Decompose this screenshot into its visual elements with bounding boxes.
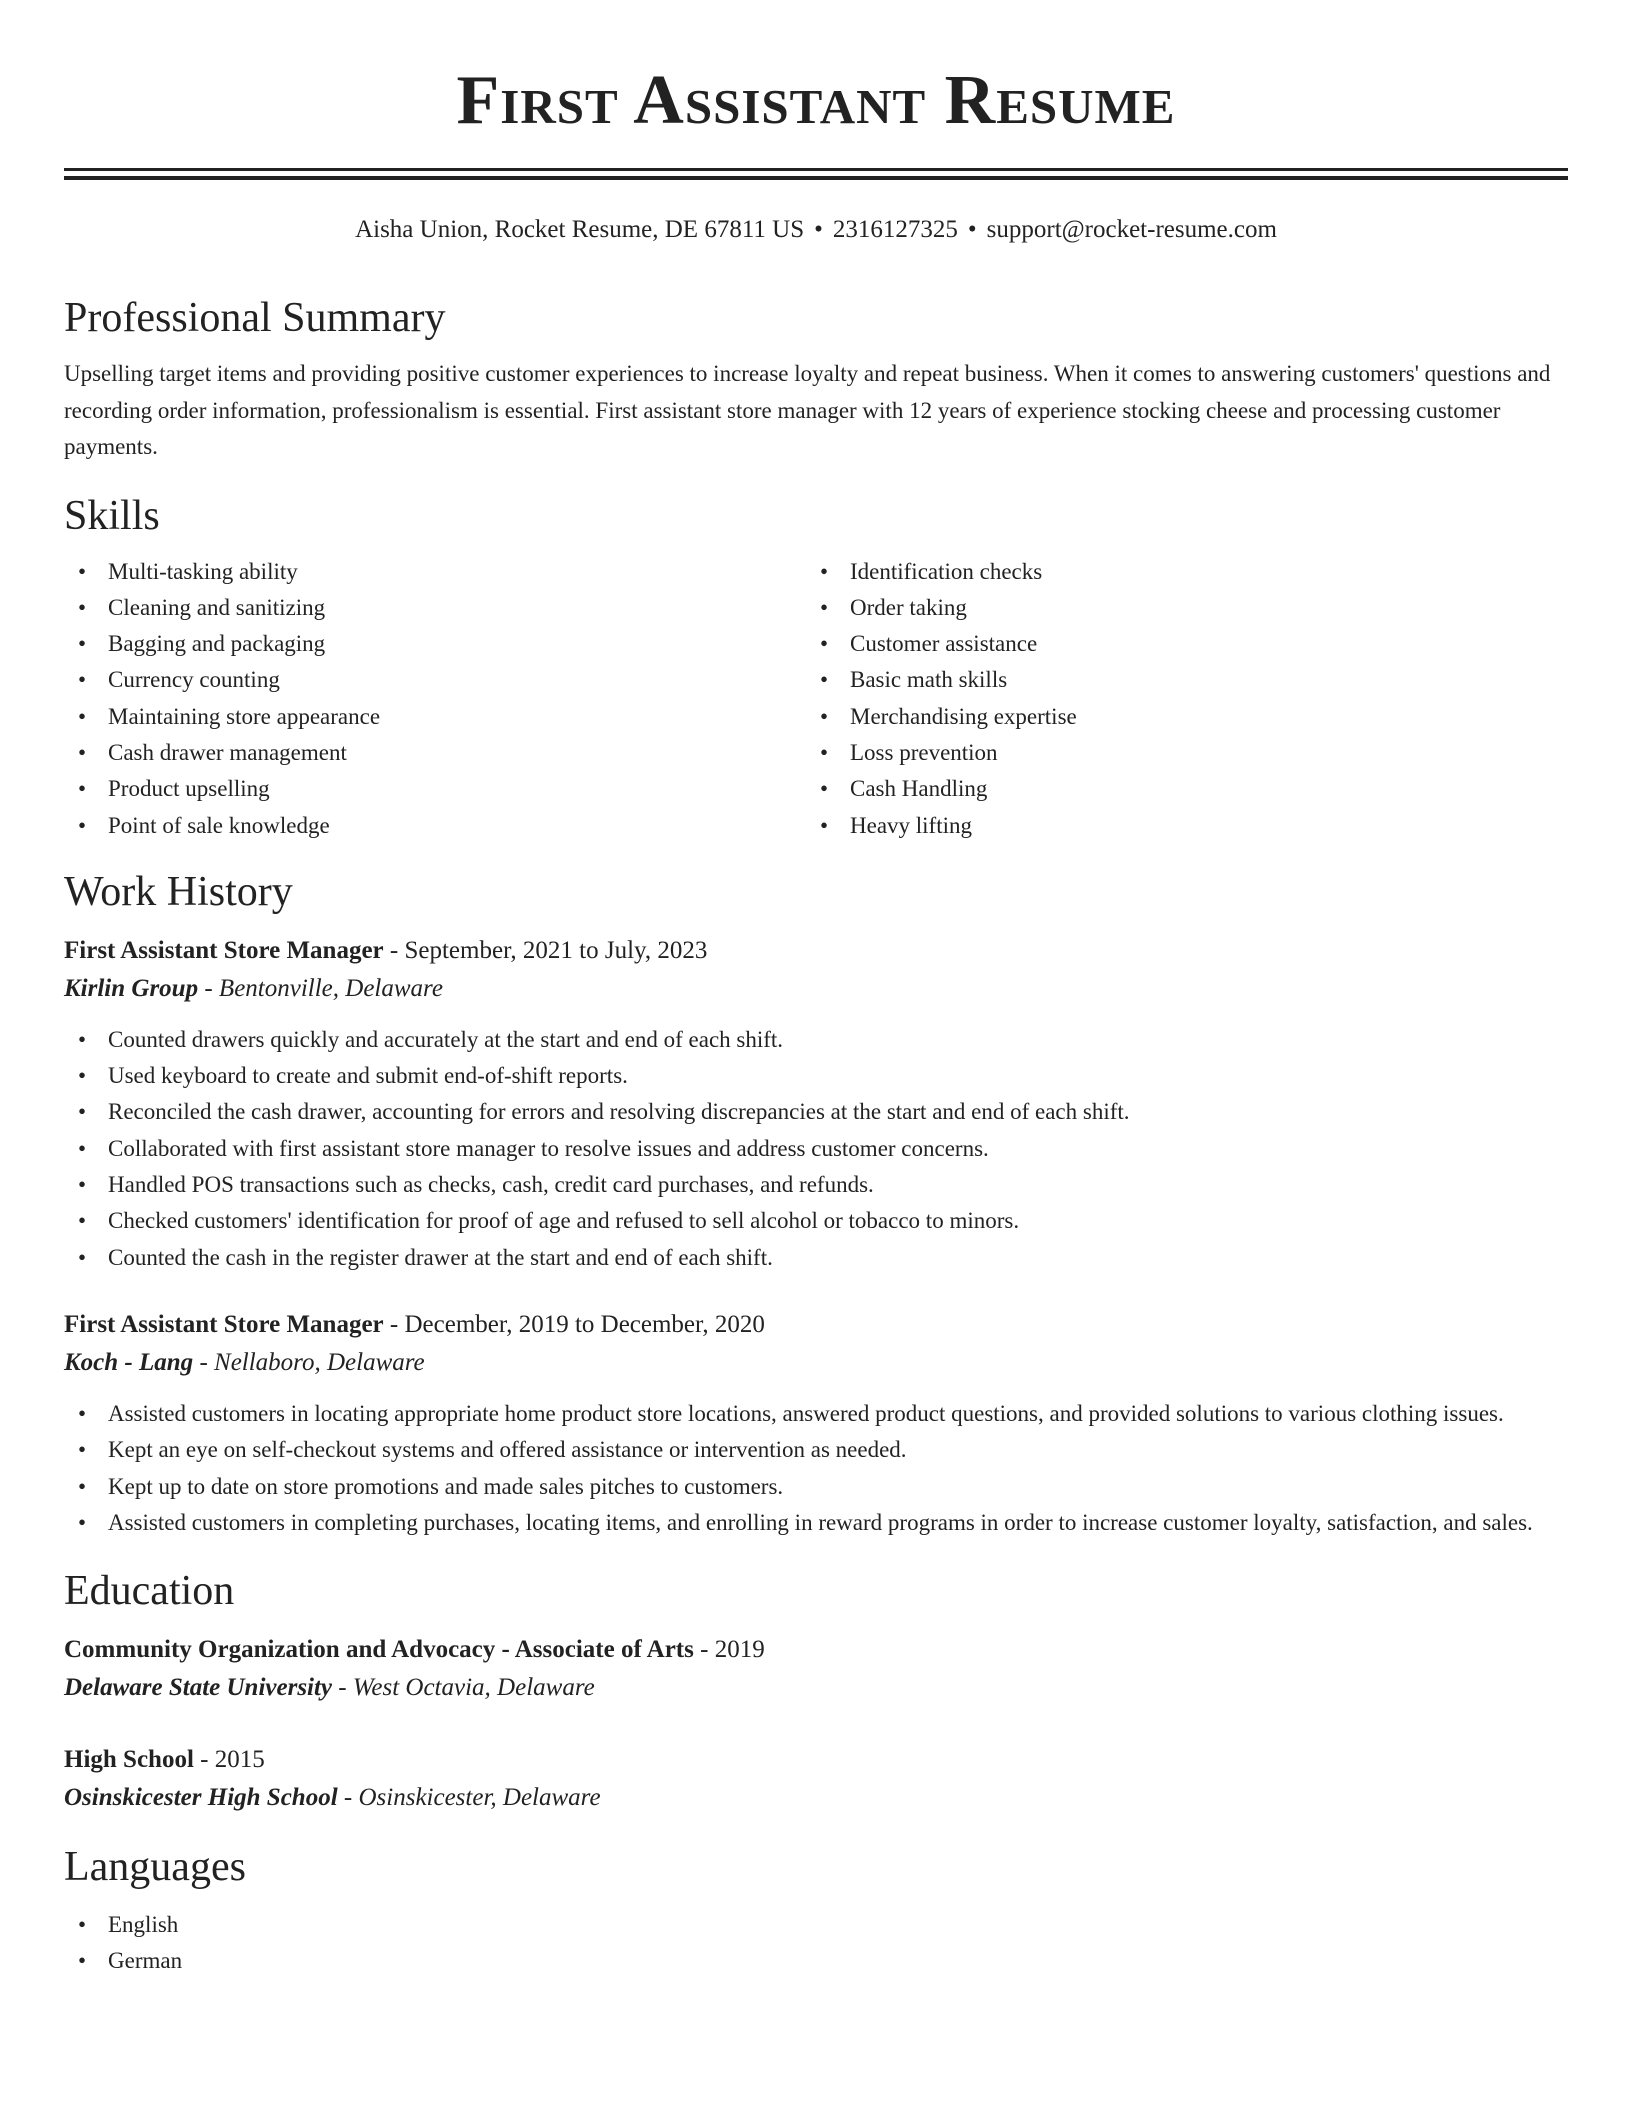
education-entry	[64, 1631, 1568, 1707]
job-duty: • Assisted customers in locating appropriate home product store locations, answered product questions, and provided solutions to various clothing issues.	[64, 1396, 1568, 1432]
job-company-line: Kirlin Group - Bentonville, Delaware	[64, 974, 443, 1002]
skill-item: • Bagging and packaging	[64, 626, 806, 662]
education-location: West Octavia, Delaware	[352, 1674, 595, 1702]
job-duty: • Kept an eye on self-checkout systems and offered assistance or intervention as needed.	[64, 1432, 1568, 1468]
skill-item: • Maintaining store appearance	[64, 699, 806, 735]
job-dates: September, 2021 to July, 2023	[404, 936, 708, 964]
title-divider-top	[64, 168, 1568, 171]
education-entry	[64, 1741, 1568, 1817]
job-company-line: Koch - Lang - Nellaboro, Delaware	[64, 1348, 425, 1376]
job-duty: • Handled POS transactions such as checks, cash, credit card purchases, and refunds.	[64, 1167, 1568, 1203]
skill-item: • Loss prevention	[806, 735, 1548, 771]
skill-item: • Multi-tasking ability	[64, 554, 806, 590]
summary-heading: Professional Summary	[64, 295, 446, 341]
title-divider-bottom	[64, 176, 1568, 180]
languages-list	[64, 1907, 1568, 1980]
education-heading: Education	[64, 1568, 235, 1615]
job-duty: • Assisted customers in completing purchases, locating items, and enrolling in reward programs in order to increase customer loyalty, satisfaction, and sales.	[64, 1505, 1568, 1541]
job-duty: • Kept up to date on store promotions and made sales pitches to customers.	[64, 1469, 1568, 1505]
contact-phone: 2316127325	[832, 216, 958, 243]
job-duty: • Counted drawers quickly and accurately at the start and end of each shift.	[64, 1022, 1568, 1058]
skill-item: • Heavy lifting	[806, 808, 1548, 844]
job-title: First Assistant Store Manager	[64, 1310, 384, 1338]
skill-item: • Basic math skills	[806, 662, 1548, 698]
job-duty: • Collaborated with first assistant store manager to resolve issues and address customer concerns.	[64, 1131, 1568, 1167]
education-year: 2015	[214, 1746, 265, 1774]
job-dates: December, 2019 to December, 2020	[404, 1310, 765, 1338]
education-school-line: Osinskicester High School - Osinskicester, Delaware	[64, 1784, 601, 1812]
language-item: • English	[64, 1907, 1568, 1943]
resume-title: First Assistant Resume	[456, 62, 1176, 139]
education-degree-line: High School - 2015	[64, 1746, 265, 1774]
job-entry	[64, 932, 1568, 1276]
job-title-line: First Assistant Store Manager - September, 2021 to July, 2023	[64, 936, 708, 964]
job-company: Koch - Lang	[64, 1348, 194, 1376]
job-title-line: First Assistant Store Manager - December, 2019 to December, 2020	[64, 1310, 765, 1338]
skill-item: • Cash drawer management	[64, 735, 806, 771]
education-degree: High School	[64, 1746, 194, 1774]
job-entry	[64, 1306, 1568, 1541]
job-duty: • Reconciled the cash drawer, accounting for errors and resolving discrepancies at the start and end of each shift.	[64, 1094, 1568, 1130]
language-item: • German	[64, 1943, 1568, 1979]
skill-item: • Point of sale knowledge	[64, 808, 806, 844]
job-company: Kirlin Group	[64, 974, 199, 1002]
skills-column-left	[64, 554, 806, 844]
education-school: Delaware State University	[64, 1674, 333, 1702]
languages-heading: Languages	[64, 1844, 246, 1891]
summary-text: Upselling target items and providing positive customer experiences to increase loyalty and repeat business. When it comes to answering customers' questions and recording order information, professionalism is essential. First assistant store manager with 12 years of experience stocking cheese and processing customer payments.	[64, 361, 1551, 459]
job-duties	[64, 1396, 1568, 1541]
skill-item: • Identification checks	[806, 554, 1548, 590]
job-location: Bentonville, Delaware	[218, 974, 443, 1002]
skill-item: • Customer assistance	[806, 626, 1548, 662]
contact-separator: •	[967, 216, 977, 243]
skill-item: • Merchandising expertise	[806, 699, 1548, 735]
education-school: Osinskicester High School	[64, 1784, 338, 1812]
job-duty: • Used keyboard to create and submit end-of-shift reports.	[64, 1058, 1568, 1094]
skill-item: • Cash Handling	[806, 771, 1548, 807]
education-year: 2019	[714, 1636, 765, 1664]
skill-item: • Currency counting	[64, 662, 806, 698]
job-duties	[64, 1022, 1568, 1276]
contact-email: support@rocket-resume.com	[986, 216, 1277, 243]
skills-list	[64, 554, 1568, 844]
contact-separator: •	[814, 216, 823, 243]
education-degree-line: Community Organization and Advocacy - Associate of Arts - 2019	[64, 1636, 765, 1664]
education-degree: Community Organization and Advocacy - Associate of Arts	[64, 1636, 694, 1664]
skill-item: • Cleaning and sanitizing	[64, 590, 806, 626]
resume-content	[64, 290, 1568, 1980]
contact-address: Aisha Union, Rocket Resume, DE 67811 US	[355, 216, 805, 243]
job-title: First Assistant Store Manager	[64, 936, 384, 964]
skill-item: • Order taking	[806, 590, 1548, 626]
work-history-heading: Work History	[64, 868, 293, 915]
contact-line	[0, 213, 1632, 247]
skills-column-right	[806, 554, 1548, 844]
skill-item: • Product upselling	[64, 771, 806, 807]
job-duty: • Counted the cash in the register drawer at the start and end of each shift.	[64, 1240, 1568, 1276]
education-school-line: Delaware State University - West Octavia, Delaware	[64, 1674, 595, 1702]
education-location: Osinskicester, Delaware	[358, 1784, 601, 1812]
job-duty: • Checked customers' identification for proof of age and refused to sell alcohol or tobacco to minors.	[64, 1203, 1568, 1239]
job-location: Nellaboro, Delaware	[214, 1348, 425, 1376]
skills-heading: Skills	[64, 492, 160, 539]
